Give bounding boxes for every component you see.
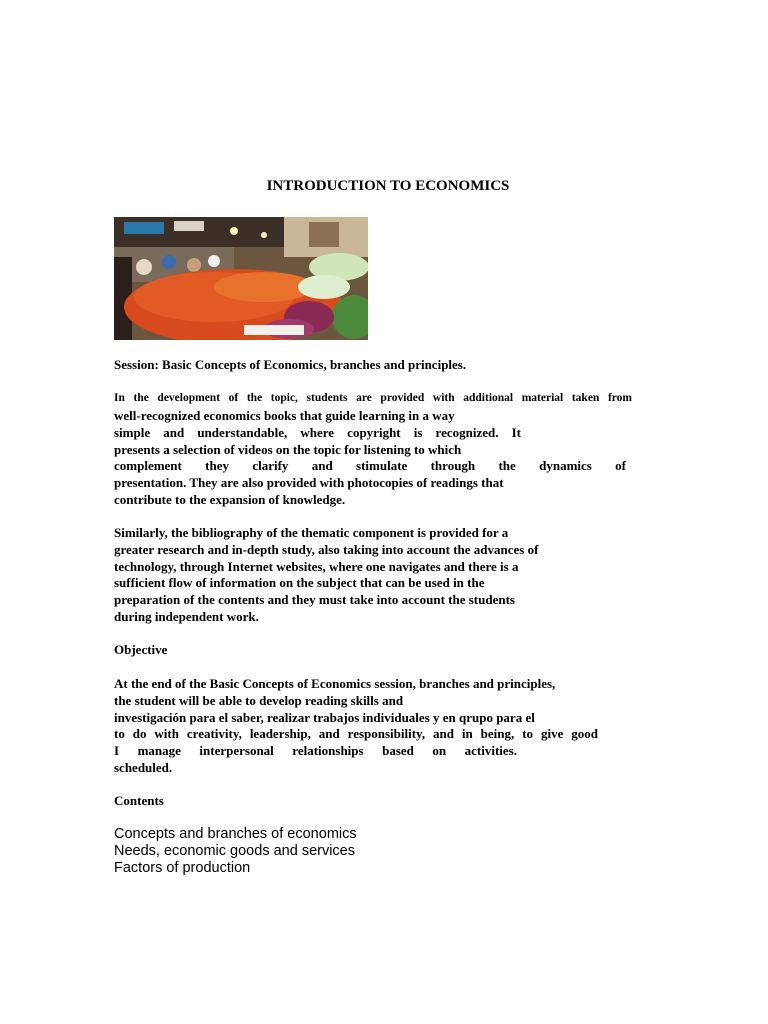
intro-line: complement they clarify and stimulate through the dynamics of [114, 458, 626, 473]
objective-line: to do with creativity, leadership, and responsibility, and in being, to give good [114, 726, 598, 741]
objective-line: the student will be able to develop reading skills and [114, 693, 404, 708]
intro-line: presents a selection of videos on the topic for listening to which [114, 442, 462, 457]
session-line: Session: Basic Concepts of Economics, branches and principles. [114, 357, 467, 372]
intro-line: contribute to the expansion of knowledge. [114, 492, 346, 507]
intro-line: In the development of the topic, students are provided with additional material taken from [114, 392, 632, 404]
objective-line: scheduled. [114, 760, 173, 775]
intro-line: simple and understandable, where copyright is recognized. It [114, 425, 521, 440]
objective-line: I manage interpersonal relationships based on activities. [114, 743, 517, 758]
contents-item: Needs, economic goods and services [114, 843, 355, 859]
objective-heading: Objective [114, 642, 168, 657]
market-vegetable-stall-image [114, 217, 368, 340]
contents-item: Factors of production [114, 860, 251, 876]
objective-line: investigación para el saber, realizar trabajos individuales y en qrupo para el [114, 710, 535, 725]
contents-heading: Contents [114, 793, 164, 808]
bibliography-line: technology, through Internet websites, where one navigates and there is a [114, 559, 519, 574]
contents-item: Concepts and branches of economics [114, 826, 357, 842]
bibliography-line: sufficient flow of information on the subject that can be used in the [114, 575, 485, 590]
objective-line: At the end of the Basic Concepts of Economics session, branches and principles, [114, 676, 556, 691]
intro-line: presentation. They are also provided with photocopies of readings that [114, 475, 504, 490]
bibliography-line: preparation of the contents and they must take into account the students [114, 592, 515, 607]
bibliography-line: Similarly, the bibliography of the thematic component is provided for a [114, 525, 509, 540]
bibliography-line: greater research and in-depth study, also taking into account the advances of [114, 542, 539, 557]
bibliography-line: during independent work. [114, 609, 259, 624]
document-title: INTRODUCTION TO ECONOMICS [266, 178, 510, 194]
market-photo [114, 217, 368, 340]
intro-line: well-recognized economics books that guide learning in a way [114, 408, 455, 423]
